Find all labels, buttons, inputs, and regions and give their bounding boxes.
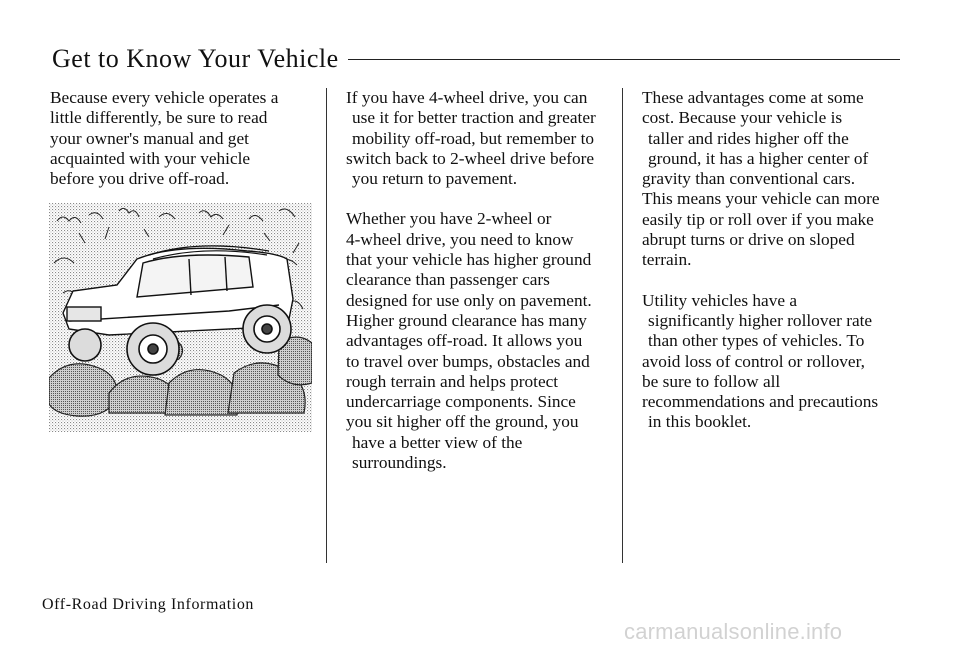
text-line: abrupt turns or drive on sloped (642, 230, 855, 250)
text-line: advantages off-road. It allows you (346, 331, 583, 351)
text-line: undercarriage components. Since (346, 392, 576, 412)
text-line: have a better view of the (352, 432, 523, 452)
text-line: designed for use only on pavement. (346, 290, 592, 310)
text-line: Whether you have 2-wheel or (346, 209, 552, 229)
section-footer: Off-Road Driving Information (42, 596, 255, 613)
text-line: than other types of vehicles. To (648, 331, 865, 351)
text-line: easily tip or roll over if you make (642, 209, 874, 229)
text-line: to travel over bumps, obstacles and (346, 351, 590, 371)
text-line: rough terrain and helps protect (346, 371, 559, 391)
text-line: avoid loss of control or rollover, (642, 351, 865, 371)
text-line: 4-wheel drive, you need to know (346, 229, 574, 249)
col3-paragraph-1 (642, 88, 904, 271)
text-line: switch back to 2-wheel drive before (346, 148, 595, 168)
text-line: gravity than conventional cars. (642, 169, 856, 189)
text-line: This means your vehicle can more (642, 189, 880, 209)
text-line: Because every vehicle operates a (50, 88, 279, 107)
text-line: little differently, be sure to read (50, 108, 268, 128)
text-line: in this booklet. (648, 412, 752, 432)
text-line: you sit higher off the ground, you (346, 412, 579, 432)
text-line: taller and rides higher off the (648, 128, 849, 148)
text-line: Higher ground clearance has many (346, 310, 587, 330)
suv-offroad-illustration (49, 203, 312, 432)
col2-paragraph-1 (346, 88, 616, 189)
text-line: that your vehicle has higher ground (346, 250, 592, 270)
text-line: cost. Because your vehicle is (642, 108, 843, 128)
text-line: mobility off-road, but remember to (352, 128, 595, 148)
watermark-text: carmanualsonline.info (624, 619, 843, 644)
text-line: be sure to follow all (642, 371, 781, 391)
column-divider (622, 88, 623, 563)
column-2 (346, 88, 616, 473)
text-line: acquainted with your vehicle (50, 148, 251, 168)
column-divider (326, 88, 327, 563)
text-line: Utility vehicles have a (642, 290, 797, 310)
text-line: clearance than passenger cars (346, 270, 550, 290)
text-line: recommendations and precautions (642, 392, 879, 412)
column-3 (642, 88, 904, 433)
column-1 (50, 88, 315, 189)
page-title: Get to Know Your Vehicle (52, 44, 339, 73)
text-line: significantly higher rollover rate (648, 310, 873, 330)
col2-paragraph-2 (346, 209, 616, 473)
text-line: terrain. (642, 250, 692, 270)
text-line: your owner's manual and get (50, 128, 249, 148)
text-line: ground, it has a higher center of (648, 148, 869, 168)
text-line: surroundings. (352, 453, 447, 473)
text-line: use it for better traction and greater (352, 108, 596, 128)
text-line: If you have 4-wheel drive, you can (346, 88, 588, 107)
col1-paragraph-1 (50, 88, 315, 189)
text-line: These advantages come at some (642, 88, 864, 107)
text-line: you return to pavement. (352, 169, 518, 189)
text-line: before you drive off-road. (50, 169, 230, 189)
col3-paragraph-2 (642, 291, 904, 433)
title-rule (348, 59, 900, 60)
